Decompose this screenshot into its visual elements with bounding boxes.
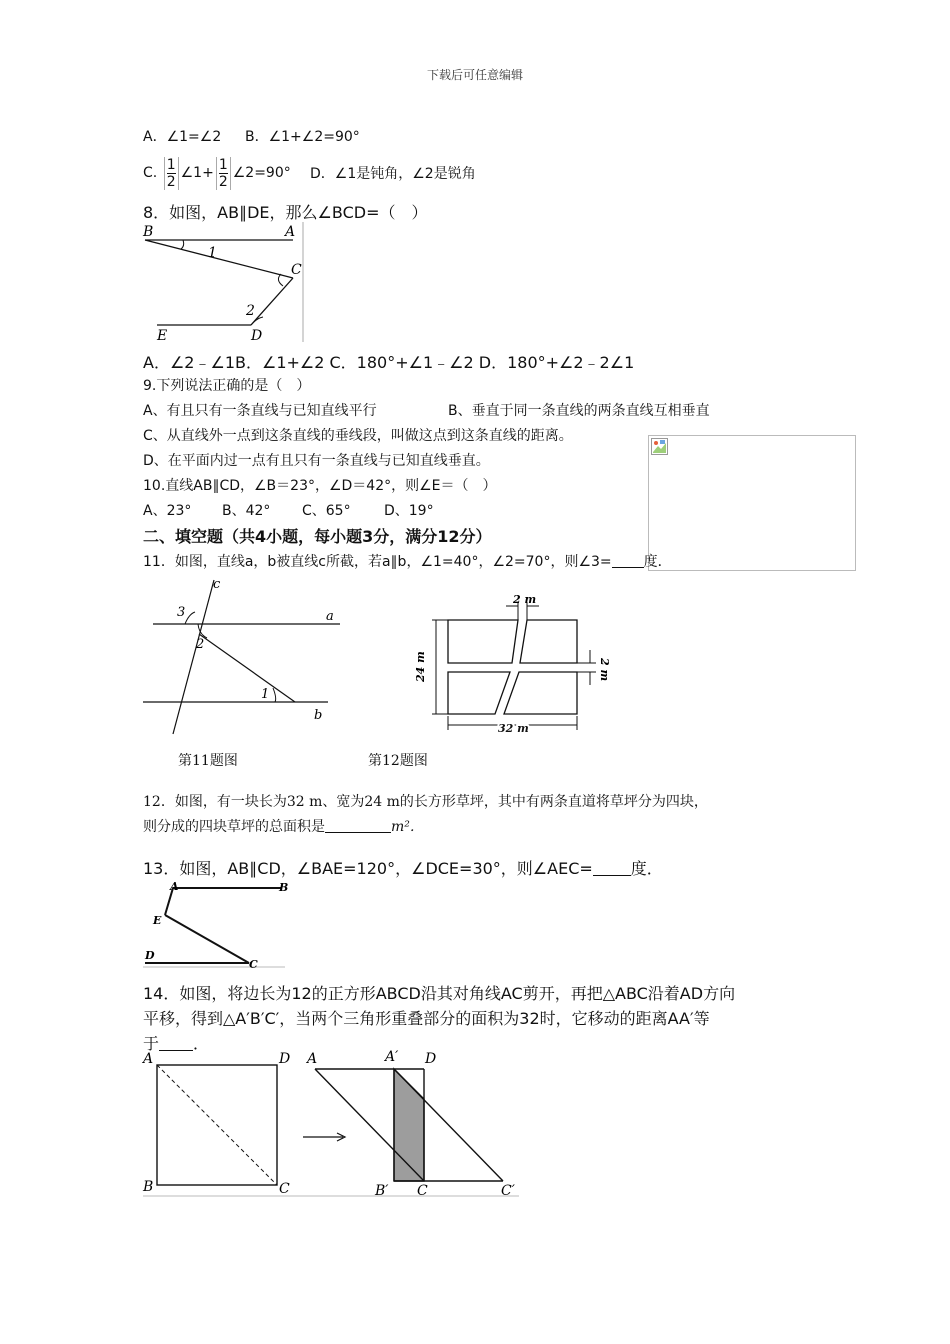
q11-angle-3: 3 bbox=[177, 605, 186, 620]
q11-caption: 第11题图 bbox=[178, 753, 238, 769]
fraction-denominator: 2 bbox=[218, 173, 228, 190]
fraction-half bbox=[216, 157, 231, 190]
q7-option-d: D．∠1是钝角，∠2是锐角 bbox=[310, 166, 476, 182]
q14-line2: 平移，得到△A′B′C′，当两个三角形重叠部分的面积为32时，它移动的距离AA′等 bbox=[143, 1009, 710, 1028]
q11-stem-text: 11．如图，直线a，b被直线c所截，若a∥b，∠1=40°，∠2=70°，则∠3= bbox=[143, 554, 612, 570]
q12-line2-text: 则分成的四块草坪的总面积是 bbox=[143, 819, 325, 835]
q11-label-c: c bbox=[213, 577, 221, 592]
q14-label-a: A bbox=[143, 1051, 154, 1067]
q10-option-b: B、42° bbox=[222, 503, 271, 519]
section-2-title: 二、填空题（共4小题，每小题3分，满分12分） bbox=[143, 527, 492, 546]
q14-label-d: D bbox=[279, 1051, 291, 1067]
q7-option-c-prefix: C. bbox=[143, 165, 158, 181]
q13-stem bbox=[143, 856, 663, 879]
q8-label-d: D bbox=[251, 328, 263, 344]
q8-angle-1: 1 bbox=[208, 245, 217, 261]
q8-figure bbox=[143, 222, 305, 344]
q12-line2 bbox=[143, 816, 424, 836]
q13-label-c: C bbox=[249, 958, 258, 971]
q12-answer-blank bbox=[325, 818, 391, 833]
q12-label-right: 2 m bbox=[598, 658, 611, 682]
q14-label-d2: D bbox=[425, 1051, 437, 1067]
q9-option-d: D、在平面内过一点有且只有一条直线与已知直线垂直。 bbox=[143, 453, 490, 469]
q9-stem: 9.下列说法正确的是（ ） bbox=[143, 378, 311, 394]
q7-option-c bbox=[143, 153, 291, 193]
q11-angle-1: 1 bbox=[261, 687, 270, 702]
fraction-half bbox=[164, 157, 179, 190]
q9-option-a: A、有且只有一条直线与已知直线平行 bbox=[143, 403, 377, 419]
q12-label-left: 24 m bbox=[414, 651, 427, 682]
q13-label-a: A bbox=[170, 880, 179, 893]
q11-answer-blank bbox=[612, 553, 644, 568]
q13-label-e: E bbox=[153, 914, 162, 927]
q14-label-c2: C bbox=[417, 1183, 428, 1199]
q7-option-b: B．∠1+∠2=90° bbox=[245, 129, 360, 145]
q7-option-c-part2: ∠2=90° bbox=[232, 165, 291, 181]
q8-label-b: B bbox=[143, 224, 154, 240]
image-placeholder bbox=[648, 435, 856, 571]
q14-figure bbox=[143, 1049, 523, 1201]
q13-label-d: D bbox=[145, 949, 155, 962]
q13-label-b: B bbox=[279, 881, 289, 894]
q11-angle-2: 2 bbox=[196, 637, 205, 652]
q8-label-c: C bbox=[291, 262, 302, 278]
q14-line3-text: 于 bbox=[143, 1034, 160, 1053]
q8-angle-2: 2 bbox=[246, 303, 255, 319]
q11-figure bbox=[143, 576, 343, 736]
q7-option-a: A．∠1=∠2 bbox=[143, 129, 222, 145]
q7-option-c-part1: ∠1+ bbox=[180, 165, 214, 181]
q11-label-b: b bbox=[314, 708, 323, 723]
page-header-note: 下载后可任意编辑 bbox=[426, 68, 523, 82]
q8-stem: 8．如图，AB∥DE，那么∠BCD=（ ） bbox=[143, 203, 428, 222]
q10-option-c: C、65° bbox=[302, 503, 351, 519]
q14-label-b-prime: B′ bbox=[375, 1183, 389, 1199]
q13-answer-blank bbox=[593, 861, 631, 876]
q12-label-bottom: 32 m bbox=[498, 722, 529, 735]
q11-stem bbox=[143, 551, 672, 571]
q14-label-a2: A bbox=[307, 1051, 318, 1067]
q8-label-a: A bbox=[285, 224, 296, 240]
q13-figure bbox=[143, 878, 293, 970]
q8-label-e: E bbox=[157, 328, 168, 344]
q9-option-b: B、垂直于同一条直线的两条直线互相垂直 bbox=[448, 403, 710, 419]
q14-label-a-prime: A′ bbox=[385, 1049, 399, 1065]
q12-figure bbox=[414, 592, 620, 740]
q14-label-b: B bbox=[143, 1179, 154, 1195]
q10-option-d: D、19° bbox=[384, 503, 434, 519]
q14-line1: 14．如图，将边长为12的正方形ABCD沿其对角线AC剪开，再把△ABC沿着AD方向 bbox=[143, 984, 736, 1003]
fraction-numerator: 1 bbox=[218, 156, 228, 173]
q12-unit: m²． bbox=[391, 819, 424, 835]
q12-caption: 第12题图 bbox=[368, 753, 428, 769]
fraction-denominator: 2 bbox=[166, 173, 176, 190]
q12-label-top: 2 m bbox=[513, 593, 537, 606]
q14-label-c: C bbox=[279, 1181, 290, 1197]
q12-line1: 12．如图，有一块长为32 m、宽为24 m的长方形草坪，其中有两条直道将草坪分为四块， bbox=[143, 794, 708, 810]
q14-label-c-prime: C′ bbox=[501, 1183, 515, 1199]
q11-stem-suffix: 度． bbox=[643, 554, 672, 570]
q13-stem-text: 13．如图，AB∥CD，∠BAE=120°，∠DCE=30°，则∠AEC= bbox=[143, 859, 593, 878]
broken-image-icon bbox=[651, 438, 669, 456]
q10-stem: 10.直线AB∥CD，∠B＝23°，∠D＝42°，则∠E＝（ ） bbox=[143, 478, 497, 494]
q13-stem-suffix: 度． bbox=[630, 859, 663, 878]
q11-label-a: a bbox=[326, 609, 334, 624]
fraction-numerator: 1 bbox=[166, 156, 176, 173]
q9-option-c: C、从直线外一点到这条直线的垂线段，叫做这点到这条直线的距离。 bbox=[143, 428, 573, 444]
q8-options: A．∠2﹣∠1B．∠1+∠2 C．180°+∠1﹣∠2 D．180°+∠2﹣2∠1 bbox=[143, 353, 635, 372]
q10-option-a: A、23° bbox=[143, 503, 192, 519]
q14-line3-suffix: ． bbox=[193, 1034, 210, 1053]
